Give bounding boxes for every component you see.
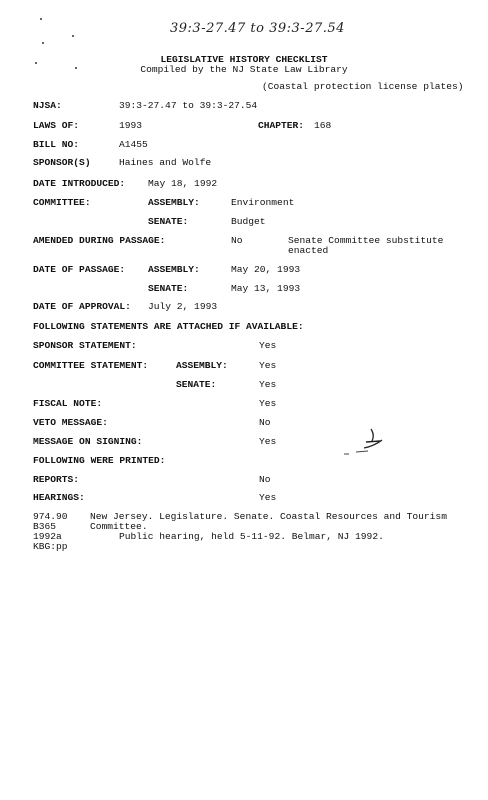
passage-senate-value: May 13, 1993 bbox=[231, 283, 301, 294]
committee-senate-label: SENATE: bbox=[148, 216, 189, 227]
scan-speck bbox=[40, 18, 42, 20]
initials: KBG:pp bbox=[33, 541, 68, 552]
sponsor-statement-label: SPONSOR STATEMENT: bbox=[33, 340, 137, 351]
date-of-approval-label: DATE OF APPROVAL: bbox=[33, 301, 131, 312]
scan-speck bbox=[42, 42, 44, 44]
fiscal-note-label: FISCAL NOTE: bbox=[33, 398, 103, 409]
document-title: LEGISLATIVE HISTORY CHECKLIST bbox=[160, 54, 328, 65]
committee-senate-value: Budget bbox=[231, 216, 266, 227]
amended-note-line1: Senate Committee substitute bbox=[288, 235, 444, 246]
document-subtitle: Compiled by the NJ State Law Library bbox=[140, 64, 348, 75]
date-introduced-label: DATE INTRODUCED: bbox=[33, 178, 126, 189]
attached-statements-heading: FOLLOWING STATEMENTS ARE ATTACHED IF AVAILABLE: bbox=[33, 321, 304, 332]
document-topic: (Coastal protection license plates) bbox=[262, 81, 464, 92]
laws-of-value: 1993 bbox=[119, 120, 143, 131]
committee-assembly-label: ASSEMBLY: bbox=[148, 197, 200, 208]
citation-call-number-2: B365 bbox=[33, 521, 57, 532]
reports-value: No bbox=[259, 474, 271, 485]
chapter-value: 168 bbox=[314, 120, 332, 131]
citation-call-number-1: 974.90 bbox=[33, 511, 68, 522]
veto-message-label: VETO MESSAGE: bbox=[33, 417, 108, 428]
committee-statement-assembly-label: ASSEMBLY: bbox=[176, 360, 228, 371]
citation-text-3: Public hearing, held 5-11-92. Belmar, NJ 1992. bbox=[119, 531, 384, 542]
amended-note-line2: enacted bbox=[288, 245, 329, 256]
reports-label: REPORTS: bbox=[33, 474, 80, 485]
citation-text-1: New Jersey. Legislature. Senate. Coastal Resources and Tourism bbox=[90, 511, 447, 522]
bill-no-label: BILL NO: bbox=[33, 139, 80, 150]
handwritten-statute-range: 39:3-27.47 to 39:3-27.54 bbox=[170, 21, 345, 36]
amended-label: AMENDED DURING PASSAGE: bbox=[33, 235, 166, 246]
njsa-label: NJSA: bbox=[33, 100, 62, 111]
following-printed-heading: FOLLOWING WERE PRINTED: bbox=[33, 455, 166, 466]
committee-statement-senate-label: SENATE: bbox=[176, 379, 217, 390]
hearings-label: HEARINGS: bbox=[33, 492, 85, 503]
njsa-value: 39:3-27.47 to 39:3-27.54 bbox=[119, 100, 258, 111]
passage-senate-label: SENATE: bbox=[148, 283, 189, 294]
passage-assembly-value: May 20, 1993 bbox=[231, 264, 301, 275]
scan-speck bbox=[72, 35, 74, 37]
committee-label: COMMITTEE: bbox=[33, 197, 91, 208]
date-introduced-value: May 18, 1992 bbox=[148, 178, 218, 189]
chapter-label: CHAPTER: bbox=[258, 120, 305, 131]
sponsor-statement-value: Yes bbox=[259, 340, 277, 351]
date-of-passage-label: DATE OF PASSAGE: bbox=[33, 264, 126, 275]
passage-assembly-label: ASSEMBLY: bbox=[148, 264, 200, 275]
hearings-value: Yes bbox=[259, 492, 277, 503]
date-of-approval-value: July 2, 1993 bbox=[148, 301, 218, 312]
bill-no-value: A1455 bbox=[119, 139, 148, 150]
veto-message-value: No bbox=[259, 417, 271, 428]
sponsor-label: SPONSOR(S) bbox=[33, 157, 91, 168]
fiscal-note-value: Yes bbox=[259, 398, 277, 409]
committee-statement-assembly-value: Yes bbox=[259, 360, 277, 371]
amended-value: No bbox=[231, 235, 243, 246]
citation-call-number-3: 1992a bbox=[33, 531, 62, 542]
laws-of-label: LAWS OF: bbox=[33, 120, 80, 131]
message-on-signing-value: Yes bbox=[259, 436, 277, 447]
committee-assembly-value: Environment bbox=[231, 197, 295, 208]
citation-text-2: Committee. bbox=[90, 521, 148, 532]
committee-statement-senate-value: Yes bbox=[259, 379, 277, 390]
sponsor-value: Haines and Wolfe bbox=[119, 157, 212, 168]
message-on-signing-label: MESSAGE ON SIGNING: bbox=[33, 436, 143, 447]
committee-statement-label: COMMITTEE STATEMENT: bbox=[33, 360, 149, 371]
handwritten-check-mark bbox=[340, 424, 400, 464]
